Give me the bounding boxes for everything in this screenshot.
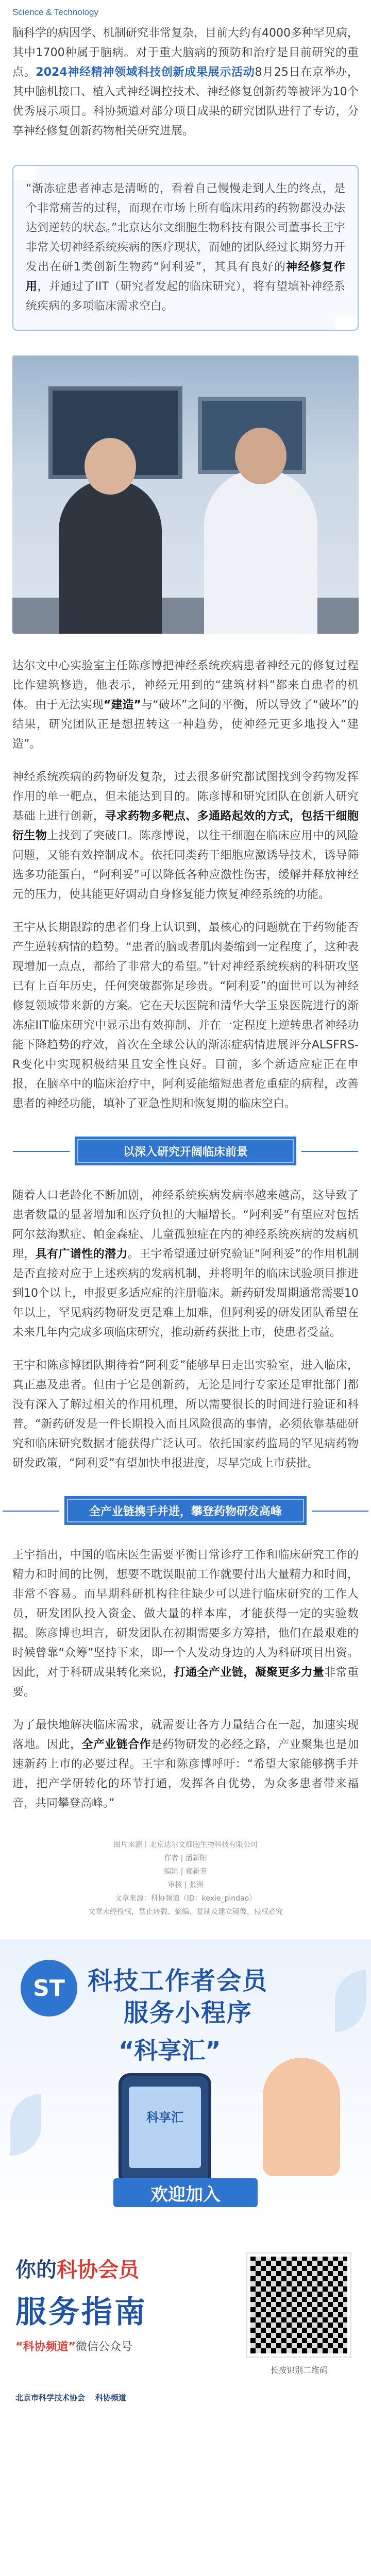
paragraph-1-highlight: “建造” — [103, 699, 142, 711]
credit-source: 文章来源：科协频道（ID：kexie_pindao） — [114, 1894, 257, 1903]
qr-caption: 长按识别二维码 — [269, 2365, 328, 2375]
intro-paragraph-highlight: 2024神经精神领域科技创新成果展示活动 — [36, 66, 255, 79]
photo-person-right-head — [235, 428, 286, 484]
paragraph-2: 神经系统疾病的药物研发复杂，过去很多研究都试图找到令药物发挥作用的单一靶点，但未能达到目的。陈彦博和研究团队在创新人研究基础上进行创新，寻求药物多靶点、多通路起效的方式，包括干细胞衍生物上找到了突破口。陈彦博说，以往干细胞在临床应用中的风险问题，又能有效控制成本。依托同类药干细胞应激诱导技术，诱导筛选多功能蛋白，“阿利妥”可以降低各种应激性伤害，缓解并释放神经元的压力，使其能更好调动自身修复能力恢复神经系统的功能。 — [12, 771, 359, 901]
promo-title-line2: 服务小程序 — [124, 1998, 253, 2027]
section-heading-1 — [75, 1137, 296, 1165]
promo-subtitle: “科享汇” — [119, 2037, 221, 2064]
credit-author: 作者 | 潘新阳 — [164, 1854, 207, 1862]
guide-account-name: “科协频道” — [15, 2341, 76, 2353]
section-heading-2 — [64, 1496, 307, 1525]
paragraph-4-highlight: 具有广谱性的潜力 — [35, 1248, 128, 1261]
guide-big-title: 服务指南 — [15, 2294, 147, 2330]
quote-corner-top-left — [12, 165, 36, 180]
quote-box — [12, 165, 359, 331]
paragraph-2-highlight: 寻求药物多靶点、多通路起效的方式，包括干细胞衍生物 — [12, 810, 359, 842]
paragraph-6: 王宇指出，中国的临床医生需要平衡日常诊疗工作和临床研究工作的精力和时间的比例，想要不耽误眼前工作就要付出大量精力和时间，非常不容易。而早期科研机构往往缺少可以进行临床研究的工作人员，研发团队投入资金、做大量的样本库，才能获得一定的实验数据。陈彦博也坦言，研发团队在初期需要多方筹措，他们在最艰难的时候曾靠“众筹”坚持下来，即一个人发动身边的人为科研项目出资。因此，对于科研成果转化来说，打通全产业链，凝聚更多力量非常重要。 — [12, 1549, 359, 1699]
paragraph-4: 随着人口老龄化不断加剧，神经系统疾病发病率越来越高，这导致了患者数量的显著增加和医疗负担的大幅增长。“阿利妥”有望应对包括阿尔兹海默症、帕金森症、儿童孤独症在内的神经系统疾病的发病机理，具有广谱性的潜力。王宇希望通过研究验证“阿利妥”的作用机制是否直接对应于上述疾病的发病机制，并将明年的临床试验项目推进到10个以上，申报更多适应症的注册临床。新药研发周期通常需要10年以上，罕见病药物研发更是难上加难，但阿利妥的研发团队希望在未来几年内完成多项临床研究，推动新药获批上市，使患者受益。 — [12, 1189, 359, 1339]
credit-reviewer: 审核 | 张洲 — [167, 1881, 204, 1889]
section-heading-2-text: 全产业链携手并进，攀登药物研发高峰 — [89, 1505, 282, 1518]
credit-image-source: 图片来源丨北京达尔文细胞生物科技有限公司 — [113, 1841, 258, 1849]
logo-channel: 科协频道 — [95, 2393, 127, 2402]
intro-paragraph: 脑科学的病因学、机制研究非常复杂，目前大约有4000多种罕见病，其中1700种属于脑病。对于重大脑病的预防和治疗是目前研究的重点。2024神经精神领域科技创新成果展示活动8月25日在京举办，其中脑机接口、植入式神经调控技术、神经修复创新药等被评为10个优秀展示项目。科协频道对部分项目成果的研究团队进行了专访，分享神经修复创新药物相关研究进展。 — [12, 27, 359, 138]
promo-title — [88, 1965, 268, 2029]
quote-corner-bottom-right — [335, 315, 359, 331]
promo-leaf-decoration — [335, 1970, 366, 2032]
guide-title — [15, 2253, 139, 2283]
paragraph-1: 达尔文中心实验室主任陈彦博把神经系统疾病患者神经元的修复过程比作建筑修造，他表示，神经元用到的“建筑材料”都来自患者的机体。由于无法实现“建造”与“破坏”之间的平衡，所以导致了“破坏”的结果，研究团队正是想扭转这一种趋势，使神经元更多地投入“建造”。 — [12, 659, 359, 751]
guide-account-suffix: 微信公众号 — [75, 2341, 132, 2353]
section-heading-1-text: 以深入研究开阔临床前景 — [123, 1145, 248, 1159]
promo-person-illustration — [263, 2058, 340, 2176]
footer-logos — [15, 2392, 126, 2403]
photo-person-left — [59, 479, 162, 634]
lab-photo — [12, 355, 359, 634]
logo-association: 北京市科学技术协会 — [15, 2393, 86, 2402]
promo-phone-label: 科享汇 — [146, 2110, 183, 2125]
guide-account — [15, 2338, 132, 2354]
promo-title-line1: 科技工作者会员 — [88, 1967, 268, 1995]
guide-title-prefix: 你的 — [15, 2258, 57, 2282]
paragraph-7-highlight: 全产业链合作 — [81, 1738, 151, 1751]
mini-program-promo[interactable] — [0, 1939, 371, 2228]
promo-logo-icon: ST — [21, 1960, 77, 2016]
qr-code[interactable] — [247, 2253, 350, 2357]
paragraph-6-highlight: 打通全产业链，凝聚更多力量 — [174, 1666, 325, 1679]
promo-leaf-decoration — [10, 2094, 41, 2156]
article-credits — [41, 1838, 330, 1919]
section-tag: Science & Technology — [12, 7, 98, 17]
credit-copyright: 文章未经授权，禁止转载、摘编、复制及建立镜像，侵权必究 — [88, 1908, 283, 1916]
quote-text: “渐冻症患者神志是清晰的，看着自己慢慢走到人生的终点，是个非常痛苦的过程，而现在市场上所有临床用药的药物都没办法达到逆转的状态。”北京达尔文细胞生物科技有限公司董事长王宇非常关切神经系统疾病的医疗现状，而她的团队经过长期努力开发出在研1类创新生物药“阿利妥”，其具有良好的神经修复作用，并通过了IIT（研究者发起的临床研究），将有望填补神经系统疾病的多项临床需求空白。 — [26, 182, 345, 313]
quote-text-highlight: 神经修复作用 — [26, 261, 345, 293]
promo-phone-screen — [129, 2087, 201, 2168]
service-guide-card — [0, 2238, 371, 2413]
promo-phone-illustration — [119, 2073, 211, 2187]
credit-editor: 编辑 | 袁新芳 — [164, 1868, 207, 1876]
guide-title-highlight: 科协会员 — [57, 2258, 139, 2282]
paragraph-3: 王宇从长期跟踪的患者们身上认识到，最核心的问题就在于药物能否产生逆转病情的趋势。“患者的脑或者肌肉萎缩到一定程度了，这种表现增加一点点，都给了非常大的希望。”针对神经系统疾病的科研攻坚已有上百年历史，任何突破都弥足珍贵。“阿利妥”的面世可以为神经修复领域带来新的方案。它在天坛医院和清华大学玉泉医院进行的渐冻症IIT临床研究中显示出有效抑制、并在一定程度上逆转患者神经功能下降趋势的疗效，首次在全球公认的渐冻症病情进展评分ALSFRS-R变化中实现积极结果且安全性良好。目前，多个新适应症正在申报，在脑卒中的临床治疗中，阿利妥能缩短患者危重症的病程，改善患者的神经功能，填补了亚急性期和恢复期的临床空白。 — [12, 921, 359, 1110]
photo-person-left-head — [85, 438, 136, 495]
paragraph-5: 王宇和陈彦博团队期待着“阿利妥”能够早日走出实验室，进入临床，真正惠及患者。但由于它是创新药，无论是同行专家还是审批部门都没有深入了解过相关的作用机理，所以需要很长的时间进行验证和科普。“新药研发是一件长期投入而且风险很高的事情，必须依靠基础研究和临床研究数据才能获得广泛认可。依托国家药监局的罕见病药物研发政策，“阿利妥”有望加快申报进度，尽早完成上市获批。 — [12, 1359, 359, 1470]
promo-welcome-button[interactable]: 欢迎加入 — [113, 2178, 258, 2207]
photo-person-right — [204, 469, 317, 634]
paragraph-7: 为了最快地解决临床需求，就需要让各方力量结合在一起，加速实现落地。因此，全产业链合作是药物研发的必经之路，产业聚集也是加速新药上市的必要过程。王宇和陈彦博呼吁：“希望大家能够携手并进，把产学研转化的环节打通，发挥各自优势，为众多患者带来福音，共同攀登高峰。” — [12, 1719, 359, 1810]
